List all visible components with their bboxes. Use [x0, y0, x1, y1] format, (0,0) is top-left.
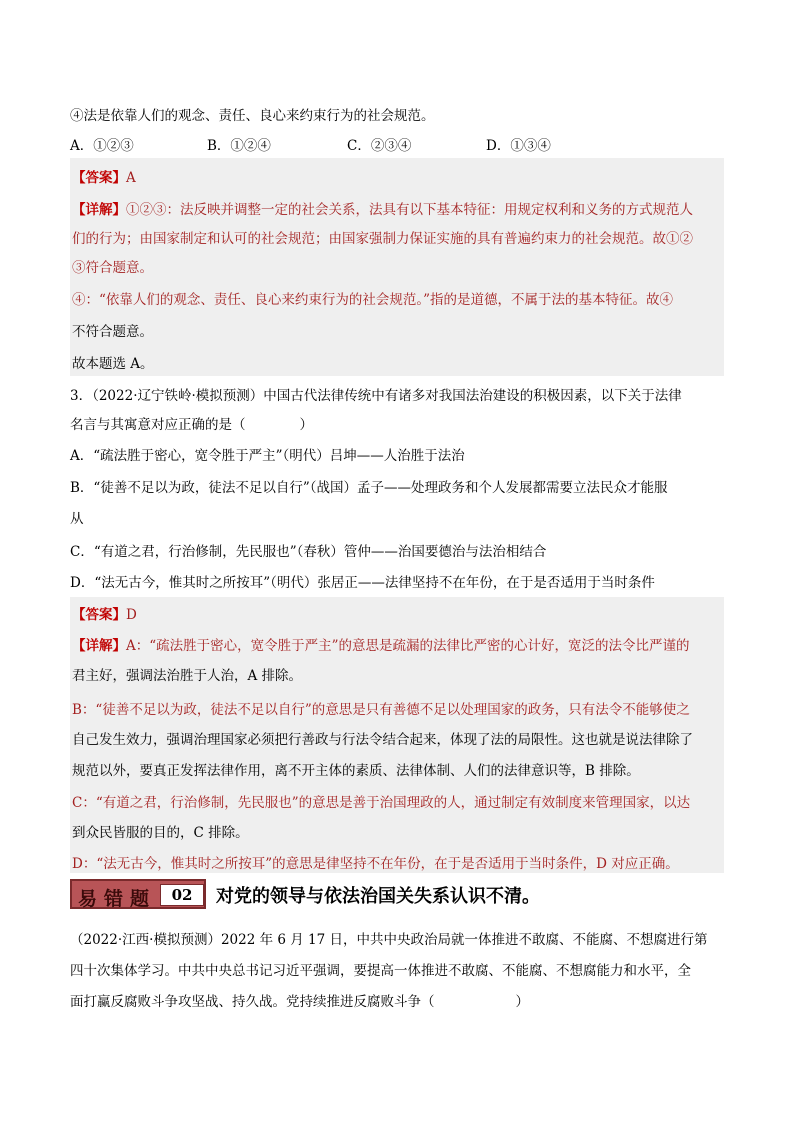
q2-option-4-statement: ④法是依靠人们的观念、责任、良心来约束行为的社会规范。	[70, 108, 435, 124]
error-topic-badge	[70, 879, 206, 909]
q2-option-d: D．①③④	[486, 138, 551, 154]
q3-detail-line: 【详解】A：“疏法胜于密心，宽令胜于严主”的意思是疏漏的法律比严密的心计好，宽泛的法令比严谨的	[72, 638, 690, 654]
answer-tag: 【答案】	[72, 170, 126, 186]
detail-tag: 【详解】	[72, 202, 126, 218]
q4-stem: （2022·江西·模拟预测）2022 年 6 月 17 日，中共中央政治局就一体推进不敢腐、不能腐、不想腐进行第	[70, 932, 708, 948]
q3-detail-line: D：“法无古今，惟其时之所按耳”的意思是律坚持不在年份，在于是否适用于当时条件，D 对应正确。	[72, 856, 679, 872]
q4-stem: 四十次集体学习。中共中央总书记习近平强调，要提高一体推进不敢腐、不能腐、不想腐能力和水平，全	[70, 963, 691, 979]
q2-option-a: A．①②③	[70, 138, 134, 154]
q2-detail-line: 故本题选 A。	[72, 356, 154, 372]
q3-option-b-cont: 从	[70, 511, 84, 527]
q3-option-d: D．“法无古今，惟其时之所按耳”（明代）张居正——法律坚持不在年份，在于是否适用于当时条件	[70, 575, 655, 591]
detail-tag: 【详解】	[72, 638, 126, 654]
q3-detail-line: 君主好，强调法治胜于人治，A 排除。	[72, 668, 303, 684]
q2-detail-line: ③符合题意。	[72, 260, 153, 276]
q2-answer-line	[72, 166, 136, 186]
q2-detail-line: ④：“依靠人们的观念、责任、良心来约束行为的社会规范。”指的是道德，不属于法的基本特征。故④	[72, 292, 674, 308]
q2-answer-value: A	[126, 170, 136, 186]
q3-stem: 名言与其寓意对应正确的是（ ）	[70, 417, 313, 433]
error-topic-title: 对党的领导与依法治国关失系认识不清。	[216, 886, 540, 907]
q2-answer-box	[70, 158, 724, 376]
error-topic-header	[70, 877, 724, 913]
q3-answer-value: D	[126, 607, 137, 623]
q4-stem: 面打赢反腐败斗争攻坚战、持久战。党持续推进反腐败斗争（ ）	[70, 994, 529, 1010]
q3-answer-line	[72, 603, 137, 623]
q2-detail-line: 们的行为；由国家制定和认可的社会规范；由国家强制力保证实施的具有普遍约束力的社会规范。故①②	[72, 231, 693, 247]
error-topic-label: 易错题	[78, 888, 157, 910]
q3-detail-line: 规范以外，要真正发挥法律作用，离不开主体的素质、法律体制、人们的法律意识等，B 排除。	[72, 763, 640, 779]
answer-tag: 【答案】	[72, 607, 126, 623]
q3-detail-line: B：“徒善不足以为政，徒法不足以自行”的意思是只有善德不足以处理国家的政务，只有法令不能够使之	[72, 702, 690, 718]
q3-detail-line: C：“有道之君，行治修制，先民服也”的意思是善于治国理政的人，通过制定有效制度来管理国家，以达	[72, 795, 691, 811]
q2-option-b: B．①②④	[207, 138, 271, 154]
q3-detail-line: 自己发生效力，强调治理国家必须把行善政与行法令结合起来，体现了法的局限性。这也就是说法律除了	[72, 732, 693, 748]
q2-option-c: C．②③④	[347, 138, 412, 154]
q2-detail-line: 【详解】①②③：法反映并调整一定的社会关系，法具有以下基本特征：用规定权利和义务的方式规范人	[72, 202, 693, 218]
q3-option-b: B．“徒善不足以为政，徒法不足以自行”（战国）孟子——处理政务和个人发展都需要立法民众才能服	[70, 480, 668, 496]
q3-detail-line: 到众民皆服的目的，C 排除。	[72, 825, 249, 841]
q3-option-c: C．“有道之君，行治修制，先民服也”（春秋）管仲——治国要德治与法治相结合	[70, 544, 547, 560]
q3-answer-box	[70, 597, 724, 873]
q3-option-a: A．“疏法胜于密心，宽令胜于严主”（明代）吕坤——人治胜于法治	[70, 448, 465, 464]
q3-stem: 3．（2022·辽宁铁岭·模拟预测）中国古代法律传统中有诸多对我国法治建设的积极因素，以下关于法律	[70, 388, 682, 404]
q2-detail-line: 不符合题意。	[72, 324, 153, 340]
error-topic-number: 02	[160, 884, 204, 906]
